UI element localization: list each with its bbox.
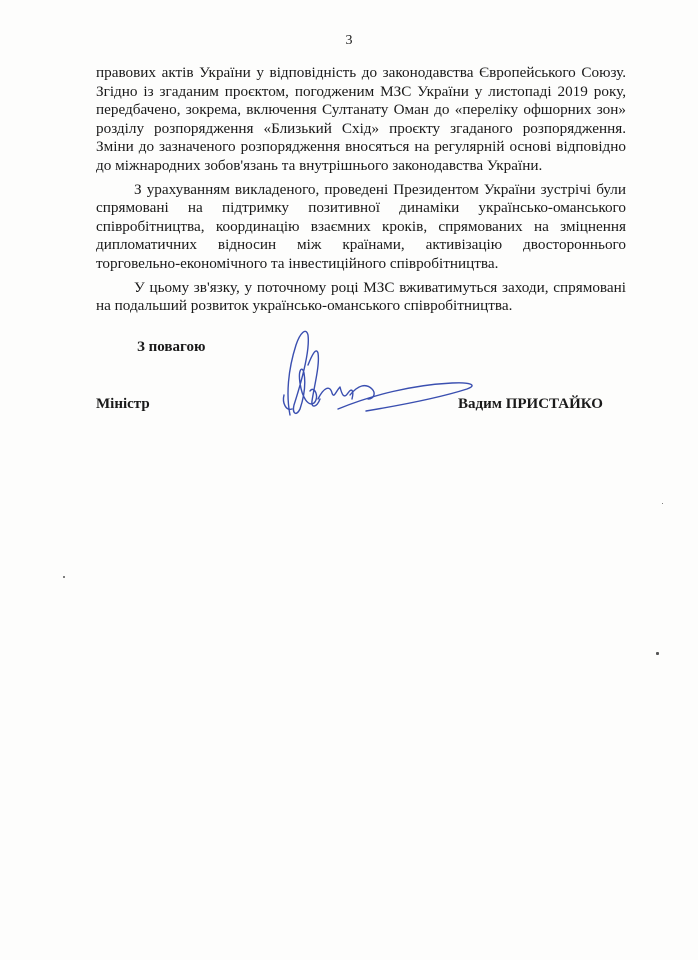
closing-phrase: З повагою bbox=[137, 339, 206, 355]
handwritten-signature bbox=[262, 325, 482, 430]
letter-body bbox=[96, 64, 626, 316]
page-number: 3 bbox=[345, 33, 353, 48]
position-title: Міністр bbox=[96, 396, 150, 412]
paragraph-meetings: З урахуванням викладеного, проведені Президентом України зустрічі були спрямовані на підтримку позитивної динаміки українсько-оманського співробітництва, координацію взаємних кроків, спрямованих на зміцнення дипломатичних відносин між країнами, активізацію двостороннього торговельно-економічного та інвестиційного співробітництва. bbox=[96, 180, 626, 272]
paper-speck bbox=[656, 652, 659, 655]
signature-stroke bbox=[318, 387, 353, 399]
paper-speck bbox=[662, 503, 663, 504]
paragraph-continuation: правових актів України у відповідність до законодавства Європейського Союзу. Згідно із згаданим проєктом, погодженим МЗС України у листопаді 2019 року, передбачено, зокрема, включення Султанату Оман до «переліку офшорних зон» розділу розпорядження «Близький Схід» проєкту згаданого розпорядження. Зміни до зазначеного розпорядження вносяться на регулярній основі відповідно до міжнародних зобов'язань та внутрішнього законодавства України. bbox=[96, 64, 626, 174]
paragraph-measures: У цьому зв'язку, у поточному році МЗС вживатимуться заходи, спрямовані на подальший розвиток українсько-оманського співробітництва. bbox=[96, 278, 626, 315]
paper-speck bbox=[63, 576, 65, 578]
signer-name: Вадим ПРИСТАЙКО bbox=[458, 396, 603, 412]
